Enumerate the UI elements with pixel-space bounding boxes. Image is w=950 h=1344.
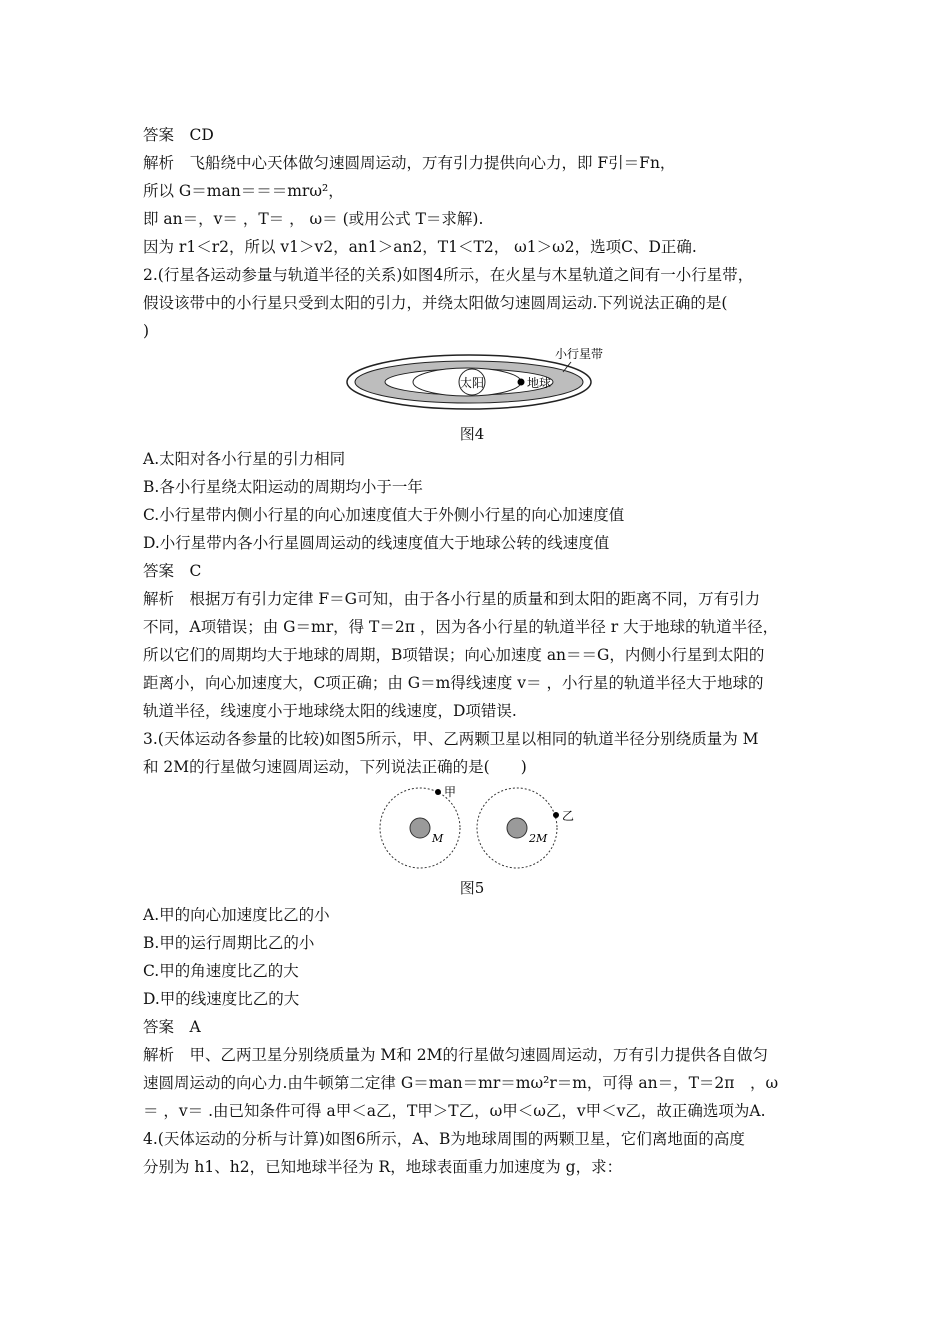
- answer-line: 答案 A: [143, 1018, 201, 1036]
- text-line: 距离小，向心加速度大，C项正确；由 G＝m得线速度 v＝ ，小行星的轨道半径大于地球的: [143, 674, 764, 692]
- option-c: C.小行星带内侧小行星的向心加速度值大于外侧小行星的向心加速度值: [143, 506, 625, 524]
- text-line: 不同，A项错误；由 G＝mr，得 T＝2π ，因为各小行星的轨道半径 r 大于地球的轨道半径，: [143, 618, 779, 636]
- analysis-line: 解析 甲、乙两卫星分别绕质量为 M和 2M的行星做匀速圆周运动，万有引力提供各自做匀: [143, 1046, 768, 1064]
- option-b: B.甲的运行周期比乙的小: [143, 934, 315, 952]
- option-a: A.太阳对各小行星的引力相同: [143, 450, 346, 468]
- text-line: 所以它们的周期均大于地球的周期，B项错误；向心加速度 an＝＝G，内侧小行星到太阳的: [143, 646, 765, 664]
- earth-dot: [518, 379, 525, 386]
- text-line: 和 2M的行星做匀速圆周运动，下列说法正确的是( ): [143, 758, 527, 776]
- figure-5-caption: 图5: [459, 879, 485, 897]
- question-4: 4.(天体运动的分析与计算)如图6所示，A、B为地球周围的两颗卫星，它们离地面的高度: [143, 1130, 745, 1148]
- planet-m-label: M: [432, 832, 444, 845]
- earth-label: 地球: [527, 376, 552, 390]
- text-line: 速圆周运动的向心力.由牛顿第二定律 G＝man＝mr＝mω²r＝m，可得 an＝，T＝2π ，ω: [143, 1074, 779, 1092]
- figure-4-caption: 图4: [459, 425, 485, 443]
- satellite-yi-label: 乙: [562, 809, 575, 823]
- satellite-jia: [435, 789, 441, 795]
- option-a: A.甲的向心加速度比乙的小: [143, 906, 330, 924]
- analysis-line: 解析 飞船绕中心天体做匀速圆周运动，万有引力提供向心力，即 F引＝Fn，: [143, 154, 676, 172]
- belt-label: 小行星带: [555, 347, 604, 361]
- figure-5-diagram: [370, 780, 590, 875]
- text-line: 分别为 h1、h2，已知地球半径为 R，地球表面重力加速度为 g，求：: [143, 1158, 623, 1176]
- option-d: D.小行星带内各小行星圆周运动的线速度值大于地球公转的线速度值: [143, 534, 610, 552]
- text-line: ＝ ，v＝ .由已知条件可得 a甲＜a乙，T甲＞T乙，ω甲＜ω乙，v甲＜v乙，故正确选项为A.: [143, 1102, 766, 1120]
- planet-2m-label: 2M: [529, 832, 548, 845]
- answer-line: 答案 CD: [143, 126, 214, 144]
- text-line: 因为 r1＜r2，所以 v1＞v2，an1＞an2，T1＜T2， ω1＞ω2，选项C、D正确.: [143, 238, 697, 256]
- text-line: 所以 G＝man＝＝＝mrω²，: [143, 182, 344, 200]
- text-line: 轨道半径，线速度小于地球绕太阳的线速度，D项错误.: [143, 702, 517, 720]
- option-d: D.甲的线速度比乙的大: [143, 990, 300, 1008]
- satellite-jia-label: 甲: [444, 785, 457, 799]
- text-line: 假设该带中的小行星只受到太阳的引力，并绕太阳做匀速圆周运动.下列说法正确的是(: [143, 294, 728, 312]
- figure-4-diagram: [345, 345, 605, 413]
- question-3: 3.(天体运动各参量的比较)如图5所示，甲、乙两颗卫星以相同的轨道半径分别绕质量为 M: [143, 730, 759, 748]
- question-2: 2.(行星各运动参量与轨道半径的关系)如图4所示，在火星与木星轨道之间有一小行星带，: [143, 266, 754, 284]
- answer-line: 答案 C: [143, 562, 202, 580]
- text-line: 即 an＝，v＝ ，T＝ ， ω＝ (或用公式 T＝求解).: [143, 210, 484, 228]
- text-line: ): [143, 322, 150, 340]
- satellite-yi: [553, 812, 559, 818]
- sun-label: 太阳: [459, 376, 485, 390]
- option-b: B.各小行星绕太阳运动的周期均小于一年: [143, 478, 423, 496]
- analysis-line: 解析 根据万有引力定律 F＝G可知，由于各小行星的质量和到太阳的距离不同，万有引力: [143, 590, 761, 608]
- option-c: C.甲的角速度比乙的大: [143, 962, 299, 980]
